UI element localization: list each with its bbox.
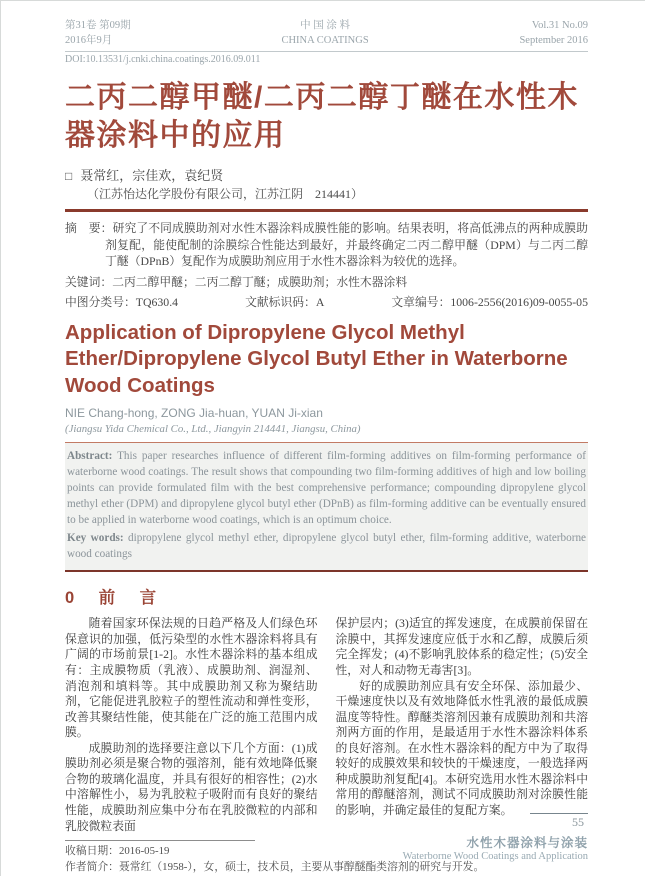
- article-title-en: Application of Dipropylene Glycol Methyl Ether/Dipropylene Glycol Butyl Ether in Waterborne Wood Coatings: [65, 321, 568, 397]
- journal-name-cn: 中 国 涂 料: [300, 20, 350, 31]
- header-left: [65, 19, 131, 48]
- authors-en: NIE Chang-hong, ZONG Jia-huan, YUAN Ji-xian: [65, 405, 323, 420]
- abstract-en: [67, 449, 586, 529]
- header-divider: [65, 51, 588, 52]
- authors-cn: 聂常红，宗佳欢，袁纪贤: [80, 167, 224, 183]
- header-center: [281, 19, 368, 48]
- page-number-rule: [530, 813, 588, 814]
- keywords-en: [67, 531, 586, 563]
- keywords-cn: 关键词：二丙二醇甲醚；二丙二醇丁醚；成膜助剂；水性木器涂料: [65, 275, 408, 290]
- doi-line: DOI:10.13531/j.cnki.china.coatings.2016.09.011: [65, 54, 261, 66]
- abstract-cn: [65, 220, 588, 270]
- article-id: 文章编号：1006-2556(2016)09-0055-05: [391, 295, 588, 310]
- author-bio: 作者简介：聂常红（1958-），女，硕士，技术员，主要从事醇醚酯类溶剂的研究与开发。: [65, 860, 485, 873]
- abstract-en-box: [65, 442, 588, 572]
- abstract-en-text: This paper researches influence of different film-forming additives on film-forming performance of waterborne wood coatings. The result shows that compounding two film-forming additives of high and low boiling points can provide formulated film with the best comprehensive performance; compounding dipropylene glycol methyl ether (DPM) and dipropylene glycol butyl ether (DPnB) as film-forming additive can be eventually ensured to be applied in waterborne wood coatings, which is an optimum choice.: [67, 449, 586, 526]
- header-date-cn: 2016年9月: [65, 34, 113, 46]
- header-right: [519, 19, 588, 48]
- footnote-divider: [65, 840, 255, 841]
- affiliation-en: (Jiangsu Yida Chemical Co., Ltd., Jiangyin 214441, Jiangsu, China): [65, 422, 361, 435]
- header-volume-issue-en: Vol.31 No.09: [531, 20, 588, 31]
- article-title-cn: 二丙二醇甲醚/二丙二醇丁醚在水性木器涂料中的应用: [65, 81, 579, 153]
- document-code: 文献标识码：A: [245, 295, 325, 310]
- abstract-en-label: Abstract:: [67, 449, 113, 462]
- paragraph: 成膜助剂的选择要注意以下几个方面：(1)成膜助剂必须是聚合物的强溶剂，能有效地降低聚合物的玻璃化温度，并具有很好的相容性；(2)水中溶解性小，易为乳胶粒子吸附而有良好的聚结性能，成膜助剂应集中分布在乳胶微粒的内部和乳胶微粒表面: [65, 740, 318, 833]
- received-date: 收稿日期：2016-05-19: [65, 845, 170, 858]
- paragraph: 随着国家环保法规的日趋严格及人们绿色环保意识的加强，低污染型的水性木器涂料将具有广阔的市场前景[1-2]。水性木器涂料的基本组成有：主成膜物质（乳液）、成膜助剂、润湿剂、消泡剂和填料等。其中成膜助剂又称为聚结助剂，它能促进乳胶粒子的塑性流动和弹性变形，改善其聚结性能，使其能在广泛的施工范围内成膜。: [65, 616, 318, 740]
- body-columns: [65, 616, 588, 834]
- author-line-cn: [65, 165, 588, 184]
- column-title-cn: 水性木器涂料与涂装: [466, 836, 588, 850]
- page-number: 55: [572, 815, 584, 829]
- journal-name-en: CHINA COATINGS: [281, 34, 369, 46]
- section-heading-intro: 0 前 言: [65, 589, 161, 608]
- author-marker-icon: □: [65, 168, 73, 183]
- page-footer: [403, 813, 588, 862]
- keywords-en-label: Key words:: [67, 532, 124, 545]
- header-volume-issue-cn: 第31卷 第09期: [65, 20, 131, 31]
- body-column-left: [65, 616, 318, 834]
- abstract-cn-label: 摘 要：: [65, 220, 113, 235]
- paragraph: 好的成膜助剂应具有安全环保、添加最少、干燥速度快以及有效地降低水性乳液的最低成膜温度等特性。醇醚类溶剂因兼有成膜助剂和共溶剂两方面的作用，是最适用于水性木器涂料体系的良好溶剂。在水性木器涂料的配方中为了取得较好的成膜效果和较快的干燥速度，一般选择两种成膜助剂复配[4]。本研究选用水性木器涂料中常用的醇醚溶剂，测试不同成膜助剂对涂膜性能的影响，并确定最佳的复配方案。: [335, 678, 588, 818]
- paragraph: 保护层内；(3)适宜的挥发速度，在成膜前保留在涂膜中，其挥发速度应低于水和乙醇，成膜后须完全挥发；(4)不影响乳胶体系的稳定性；(5)安全性，对人和动物无毒害[3]。: [335, 616, 588, 677]
- keywords-en-text: dipropylene glycol methyl ether, dipropylene glycol butyl ether, film-forming additive, waterborne wood coatings: [67, 532, 587, 561]
- classification-row: [65, 293, 588, 310]
- column-title-en: Waterborne Wood Coatings and Application: [402, 851, 588, 862]
- affiliation-cn: （江苏怡达化学股份有限公司，江苏江阴 214441）: [87, 186, 364, 201]
- running-head: [65, 19, 588, 48]
- title-block-rule: [65, 209, 588, 212]
- body-column-right: [336, 616, 589, 834]
- clc-number: 中图分类号：TQ630.4: [65, 295, 179, 310]
- abstract-cn-text: 研究了不同成膜助剂对水性木器涂料成膜性能的影响。结果表明，将高低沸点的两种成膜助剂复配，能使配制的涂膜综合性能达到最好，并最终确定二丙二醇甲醚（DPM）与二丙二醇丁醚（DPnB）复配作为成膜助剂应用于水性木器涂料为较优的选择。: [105, 220, 588, 269]
- header-date-en: September 2016: [519, 34, 588, 46]
